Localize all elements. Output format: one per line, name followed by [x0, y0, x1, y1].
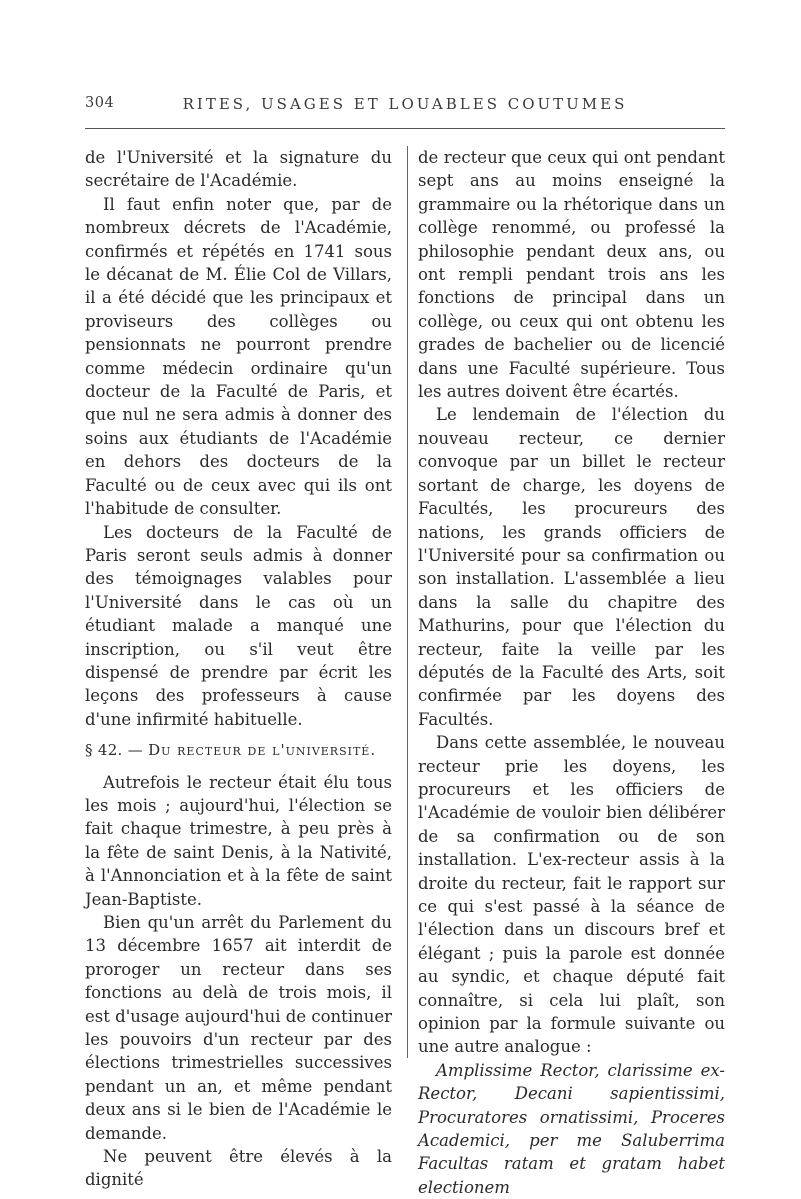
section-title: Du recteur de l'université.	[148, 741, 377, 760]
paragraph-assembly: Dans cette assemblée, le nouveau recteur prie les doyens, les procureurs et les officiers de l'Académie de vouloir bien délibérer de sa confirmation ou de son installation. L'ex-recteur assis à la droite du recteur, fait le rapport sur ce qui s'est passé à la séance de l'élection dans un discours bref et élégant ; puis la parole est donnée au syndic, et chaque député fait connaître, si cela lui plaît, son opinion par la formule suivante ou une autre analogue :	[418, 733, 725, 1057]
section-heading	[85, 739, 392, 762]
paragraph-election: Autrefois le recteur était élu tous les mois ; aujourd'hui, l'élection se fait chaque trimestre, à peu près à la fête de saint Denis, à la Nativité, à l'Annonciation et à la fête de saint Jean-Baptiste.	[85, 772, 392, 909]
section-number: § 42. —	[85, 741, 149, 760]
right-column	[418, 146, 725, 1199]
paragraph-latin-formula: Amplissime Rector, clarissime ex-Rector, Decani sapientissimi, Procuratores ornatissimi, Proceres Academici, per me Saluberrima Facultas ratam et gratam habet electionem	[418, 1060, 725, 1197]
paragraph-doctors: Les docteurs de la Faculté de Paris seront seuls admis à donner des témoignages valables pour l'Université dans le cas où un étudiant malade a manqué une inscription, ou s'il veut être dispensé de prendre par écrit les leçons des professeurs à cause d'une infirmité habituelle.	[85, 522, 392, 729]
paragraph-decrees: Il faut enfin noter que, par de nombreux décrets de l'Académie, confirmés et répétés en 1741 sous le décanat de M. Élie Col de Villars, il a été décidé que les principaux et proviseurs des collèges ou pensionnats ne pourront prendre comme médecin ordinaire qu'un docteur de la Faculté de Paris, et que nul ne sera admis à donner des soins aux étudiants de l'Académie en dehors des docteurs de la Faculté ou de ceux avec qui ils ont l'habitude de consulter.	[85, 194, 392, 519]
running-head	[85, 95, 725, 117]
paragraph-requirements: de recteur que ceux qui ont pendant sept ans au moins enseigné la grammaire ou la rhétorique dans un collège renommé, ou professé la philosophie pendant deux ans, ou ont rempli pendant trois ans les fonctions de principal dans un collège, ou ceux qui ont obtenu les grades de bachelier ou de licencié dans une Faculté supérieure. Tous les autres doivent être écartés.	[418, 148, 725, 402]
page-number: 304	[85, 95, 115, 111]
paragraph-dignity: Ne peuvent être élevés à la dignité	[85, 1147, 392, 1190]
paragraph-parlement: Bien qu'un arrêt du Parlement du 13 décembre 1657 ait interdit de proroger un recteur dans ses fonctions au delà de trois mois, il est d'usage aujourd'hui de continuer les pouvoirs d'un recteur par des élections trimestrielles successives pendant un an, et même pendant deux ans si le bien de l'Académie le demande.	[85, 913, 392, 1143]
paragraph-continuation: de l'Université et la signature du secrétaire de l'Académie.	[85, 148, 392, 191]
column-divider	[407, 146, 408, 1058]
paragraph-convocation: Le lendemain de l'élection du nouveau recteur, ce dernier convoque par un billet le recteur sortant de charge, les doyens de Facultés, les procureurs des nations, les grands officiers de l'Université pour sa confirmation ou son installation. L'assemblée a lieu dans la salle du chapitre des Mathurins, pour que l'élection du recteur, faite la veille par les députés de la Faculté des Arts, soit confirmée par les doyens des Facultés.	[418, 405, 725, 729]
left-column	[85, 146, 392, 1192]
header-rule	[85, 128, 725, 129]
running-title: RITES, USAGES ET LOUABLES COUTUMES	[182, 95, 628, 113]
